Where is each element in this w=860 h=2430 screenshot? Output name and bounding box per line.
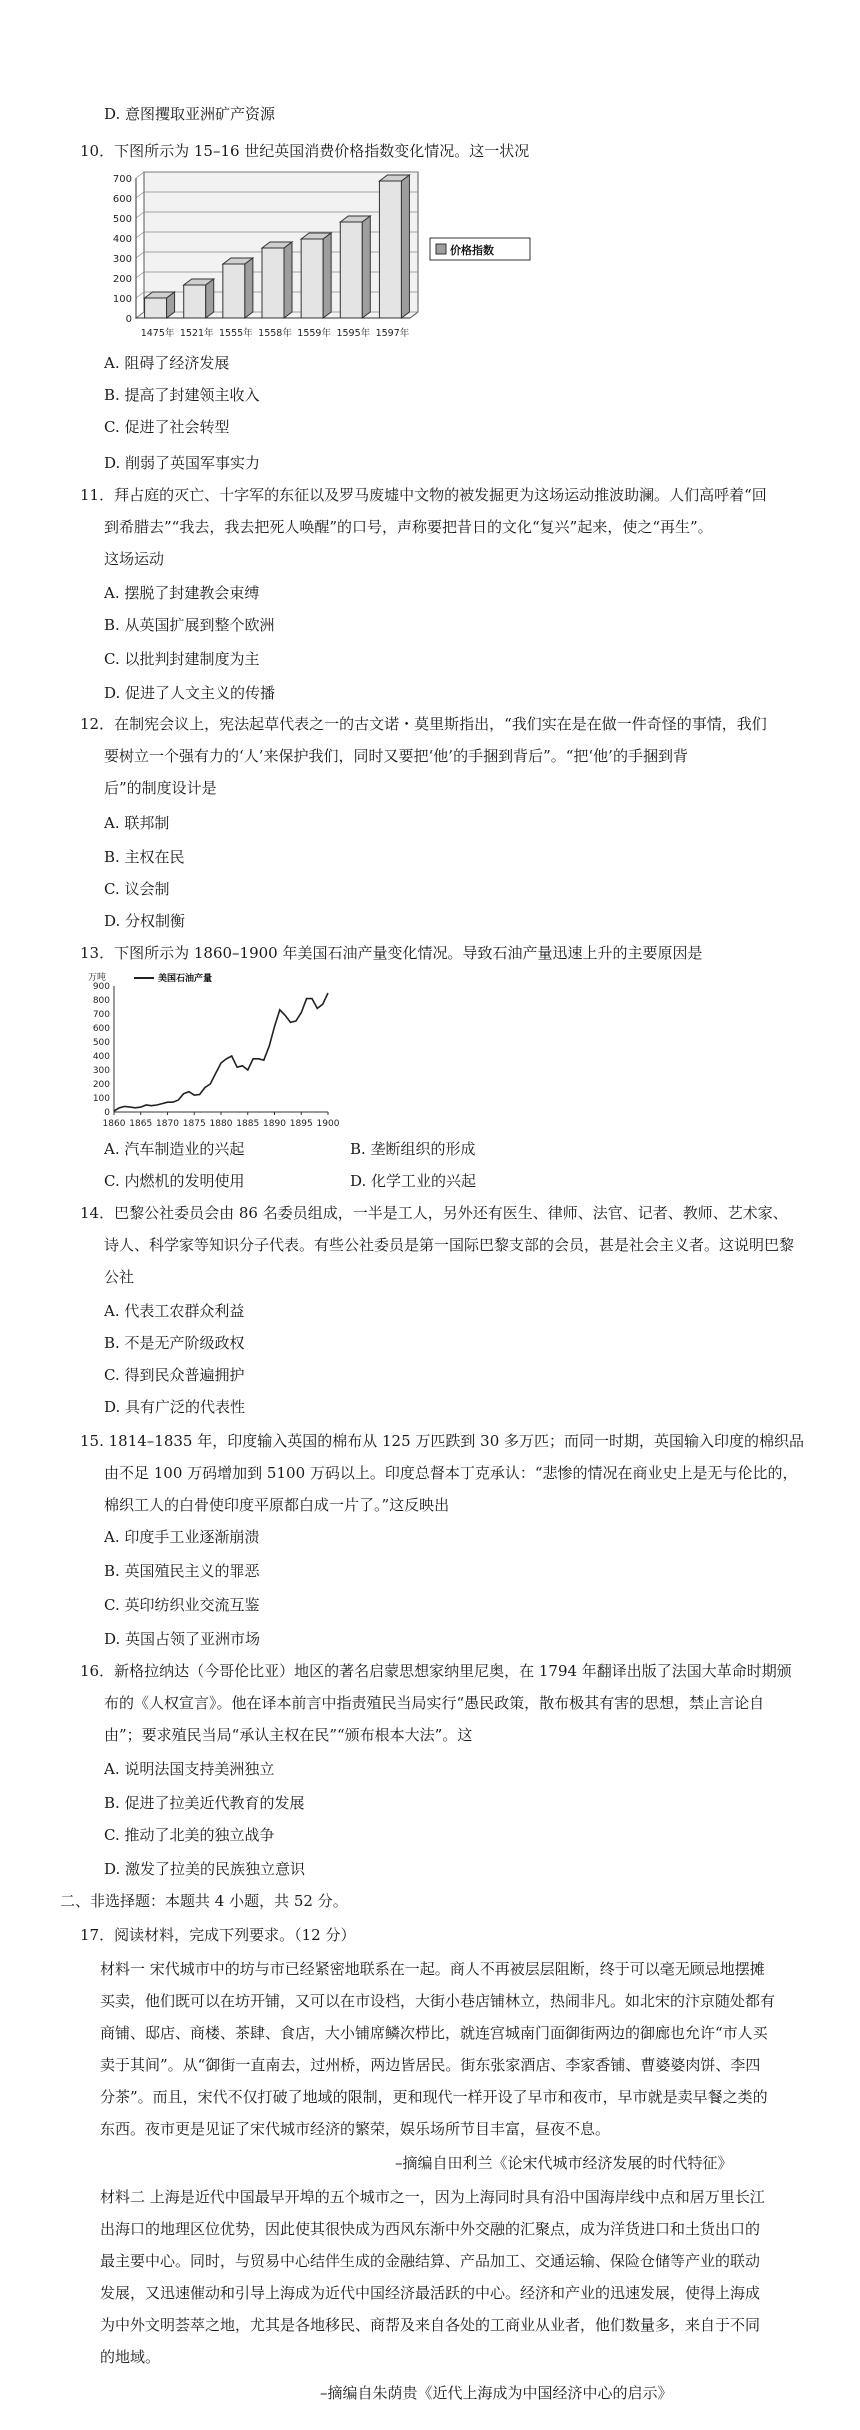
- bar-side: [206, 279, 214, 318]
- q9-option-d: D. 意图攫取亚洲矿产资源: [104, 105, 276, 123]
- q14-option-d: D. 具有广泛的代表性: [104, 1398, 246, 1416]
- bar: [262, 248, 284, 318]
- bar: [184, 285, 206, 318]
- chart-legend: [430, 238, 530, 260]
- y-tick-label: 300: [92, 1066, 110, 1076]
- q11-stem-line2: 到希腊去”“我去，我去把死人唤醒”的口号，声称要把昔日的文化“复兴”起来，使之“再生”。: [104, 518, 713, 536]
- q14-stem-line2: 诗人、科学家等知识分子代表。有些公社委员是第一国际巴黎支部的会员，甚是社会主义者。这说明巴黎: [104, 1236, 795, 1254]
- q15-stem-line3: 棉织工人的白骨使印度平原都白成一片了。”这反映出: [104, 1496, 450, 1514]
- y-tick-label: 400: [92, 1052, 110, 1062]
- q16-stem-line1: 16．新格拉纳达（今哥伦比亚）地区的著名启蒙思想家纳里尼奥，在 1794 年翻译出版了法国大革命时期颁: [80, 1662, 792, 1680]
- x-tick-label: 1870: [156, 1119, 179, 1129]
- material-two-line2: 出海口的地理区位优势，因此使其很快成为西风东渐中外交融的汇聚点，成为洋货进口和土货出口的: [100, 2220, 761, 2238]
- q10-option-c: C. 促进了社会转型: [104, 418, 230, 436]
- q10-option-d: D. 削弱了英国军事实力: [104, 454, 261, 472]
- bar: [145, 298, 167, 318]
- y-tick-label: 500: [92, 1038, 110, 1048]
- y-tick-label: 800: [92, 996, 110, 1006]
- q10-option-b: B. 提高了封建领主收入: [104, 386, 260, 404]
- x-tick-label: 1559年: [297, 328, 331, 339]
- q11-option-d: D. 促进了人文主义的传播: [104, 684, 276, 702]
- bar-side: [284, 242, 292, 318]
- q12-option-a: A. 联邦制: [104, 814, 170, 832]
- bar: [301, 239, 323, 318]
- q17-stem: 17．阅读材料，完成下列要求。（12 分）: [80, 1926, 356, 1944]
- gridline-slant: [136, 272, 144, 278]
- q12-option-d: D. 分权制衡: [104, 912, 186, 930]
- section-heading: 二、非选择题：本题共 4 小题，共 52 分。: [60, 1892, 348, 1910]
- bar: [223, 264, 245, 318]
- q13-option-c: C. 内燃机的发明使用: [104, 1172, 245, 1190]
- x-tick-label: 1597年: [375, 328, 410, 339]
- q14-stem-line3: 公社: [104, 1268, 135, 1286]
- y-tick-label: 300: [112, 254, 132, 265]
- material-one-line6: 东西。夜市更是见证了宋代城市经济的繁荣，娱乐场所节目丰富，昼夜不息。: [100, 2120, 611, 2138]
- q15-option-c: C. 英印纺织业交流互鉴: [104, 1596, 260, 1614]
- q12-option-c: C. 议会制: [104, 880, 170, 898]
- price-index-bar-chart: [100, 170, 580, 350]
- x-tick-label: 1885: [236, 1119, 260, 1129]
- material-two-line6: 的地域。: [100, 2348, 161, 2366]
- q16-stem-line2: 布的《人权宣言》。他在译本前言中指责殖民当局实行“愚民政策，散布极其有害的思想，禁止言论自: [104, 1694, 765, 1712]
- gridline-slant: [136, 192, 144, 198]
- y-tick-label: 0: [104, 1108, 110, 1118]
- legend-label: 价格指数: [450, 244, 494, 257]
- y-tick-label: 0: [125, 314, 132, 325]
- x-tick-label: 1865: [129, 1119, 153, 1129]
- q15-stem-line2: 由不足 100 万码增加到 5100 万码以上。印度总督本丁克承认：“悲惨的情况在商业史上是无与伦比的，: [104, 1464, 798, 1482]
- q11-option-c: C. 以批判封建制度为主: [104, 650, 260, 668]
- x-tick-label: 1558年: [258, 328, 292, 339]
- q16-option-b: B. 促进了拉美近代教育的发展: [104, 1794, 305, 1812]
- material-two-line4: 发展，又迅速催动和引导上海成为近代中国经济最活跃的中心。经济和产业的迅速发展，使得上海成: [100, 2284, 761, 2302]
- material-one-line3: 商铺、邸店、商楼、茶肆、食店，大小铺席鳞次栉比，就连宫城南门面御街两边的御廊也允许“市人买: [100, 2024, 768, 2042]
- bar-side: [323, 233, 331, 318]
- q16-option-a: A. 说明法国支持美洲独立: [104, 1760, 275, 1778]
- q14-stem-line1: 14．巴黎公社委员会由 86 名委员组成，一半是工人，另外还有医生、律师、法官、记者、教师、艺术家、: [80, 1204, 788, 1222]
- bar: [379, 181, 401, 318]
- q13-option-d: D. 化学工业的兴起: [350, 1172, 477, 1190]
- q16-option-d: D. 激发了拉美的民族独立意识: [104, 1860, 306, 1878]
- x-tick-label: 1880: [209, 1119, 233, 1129]
- gridline-slant: [136, 212, 144, 218]
- q14-option-b: B. 不是无产阶级政权: [104, 1334, 245, 1352]
- material-one-line1: 材料一 宋代城市中的坊与市已经紧密地联系在一起。商人不再被层层阻断，终于可以毫无顾忌地摆摊: [100, 1960, 765, 1978]
- legend-label: 美国石油产量: [158, 974, 213, 984]
- x-tick-label: 1555年: [219, 328, 253, 339]
- y-axis-unit: 万吨: [88, 973, 107, 983]
- bar: [340, 222, 362, 318]
- series-line: [114, 993, 328, 1111]
- q15-option-d: D. 英国占领了亚洲市场: [104, 1630, 261, 1648]
- material-one-line2: 买卖，他们既可以在坊开铺，又可以在市设档，大街小巷店铺林立，热闹非凡。如北宋的汴京随处都有: [100, 1992, 776, 2010]
- x-tick-label: 1860: [102, 1119, 126, 1129]
- q11-stem-line1: 11．拜占庭的灭亡、十字军的东征以及罗马废墟中文物的被发掘更为这场运动推波助澜。人们高呼着“回: [80, 486, 767, 504]
- y-tick-label: 700: [92, 1010, 110, 1020]
- q13-option-b: B. 垄断组织的形成: [350, 1140, 476, 1158]
- material-one-source: –摘编自田利兰《论宋代城市经济发展的时代特征》: [395, 2154, 733, 2172]
- y-tick-label: 700: [112, 174, 132, 185]
- q12-stem-line2: 要树立一个强有力的‘人’来保护我们，同时又要把‘他’的手捆到背后”。“把‘他’的手捆到背: [104, 747, 688, 765]
- y-tick-label: 200: [92, 1080, 110, 1090]
- q15-option-b: B. 英国殖民主义的罪恶: [104, 1562, 260, 1580]
- y-tick-label: 200: [112, 274, 132, 285]
- x-tick-label: 1521年: [179, 328, 214, 339]
- x-tick-label: 1890: [263, 1119, 286, 1129]
- bar-side: [245, 258, 253, 318]
- q12-option-b: B. 主权在民: [104, 848, 185, 866]
- y-tick-label: 600: [92, 1024, 110, 1034]
- q15-option-a: A. 印度手工业逐渐崩溃: [104, 1528, 260, 1546]
- bar-side: [362, 216, 370, 318]
- q13-stem: 13．下图所示为 1860–1900 年美国石油产量变化情况。导致石油产量迅速上升的主要原因是: [80, 944, 703, 962]
- y-tick-label: 100: [112, 294, 132, 305]
- bar-side: [401, 175, 409, 318]
- q15-stem-line1: 15. 1814–1835 年，印度输入英国的棉布从 125 万匹跌到 30 多万匹；而同一时期，英国输入印度的棉织品: [80, 1432, 805, 1450]
- q11-option-b: B. 从英国扩展到整个欧洲: [104, 616, 275, 634]
- gridline-slant: [136, 252, 144, 258]
- gridline-slant: [136, 172, 144, 178]
- material-two-line1: 材料二 上海是近代中国最早开埠的五个城市之一，因为上海同时具有沿中国海岸线中点和居万里长江: [100, 2188, 765, 2206]
- material-two-line3: 最主要中心。同时，与贸易中心结伴生成的金融结算、产品加工、交通运输、保险仓储等产业的联动: [100, 2252, 761, 2270]
- y-tick-label: 400: [112, 234, 132, 245]
- material-two-line5: 为中外文明荟萃之地，尤其是各地移民、商帮及来自各处的工商业从业者，他们数量多，来自于不同: [100, 2316, 761, 2334]
- material-one-line4: 卖于其间”。从“御街一直南去，过州桥，两边皆居民。街东张家酒店、李家香铺、曹婆婆肉饼、李四: [100, 2056, 761, 2074]
- gridline-slant: [136, 292, 144, 298]
- legend-swatch: [436, 244, 446, 254]
- q11-stem-line3: 这场运动: [104, 550, 165, 568]
- q16-stem-line3: 由”；要求殖民当局“承认主权在民”“颁布根本大法”。这: [104, 1726, 473, 1744]
- q12-stem-line1: 12．在制宪会议上，宪法起草代表之一的古文诺・莫里斯指出，“我们实在是在做一件奇怪的事情，我们: [80, 715, 767, 733]
- x-tick-label: 1875: [182, 1119, 206, 1129]
- q14-option-a: A. 代表工农群众利益: [104, 1302, 245, 1320]
- y-tick-label: 900: [92, 982, 110, 992]
- q10-option-a: A. 阻碍了经济发展: [104, 354, 230, 372]
- q12-stem-line3: 后”的制度设计是: [104, 779, 217, 797]
- gridline-slant: [136, 232, 144, 238]
- y-tick-label: 100: [92, 1094, 110, 1104]
- q14-option-c: C. 得到民众普遍拥护: [104, 1366, 245, 1384]
- oil-production-line-chart: [88, 968, 348, 1130]
- x-tick-label: 1895: [289, 1119, 313, 1129]
- q11-option-a: A. 摆脱了封建教会束缚: [104, 584, 260, 602]
- x-tick-label: 1900: [316, 1119, 340, 1129]
- material-two-source: –摘编自朱荫贵《近代上海成为中国经济中心的启示》: [320, 2384, 673, 2402]
- q16-option-c: C. 推动了北美的独立战争: [104, 1826, 275, 1844]
- q13-option-a: A. 汽车制造业的兴起: [104, 1140, 245, 1158]
- y-tick-label: 500: [112, 214, 132, 225]
- x-tick-label: 1475年: [140, 328, 175, 339]
- y-tick-label: 600: [112, 194, 132, 205]
- q10-stem: 10．下图所示为 15–16 世纪英国消费价格指数变化情况。这一状况: [80, 142, 530, 160]
- material-one-line5: 分茶”。而且，宋代不仅打破了地域的限制，更和现代一样开设了早市和夜市，早市就是卖早餐之类的: [100, 2088, 768, 2106]
- x-tick-label: 1595年: [336, 328, 371, 339]
